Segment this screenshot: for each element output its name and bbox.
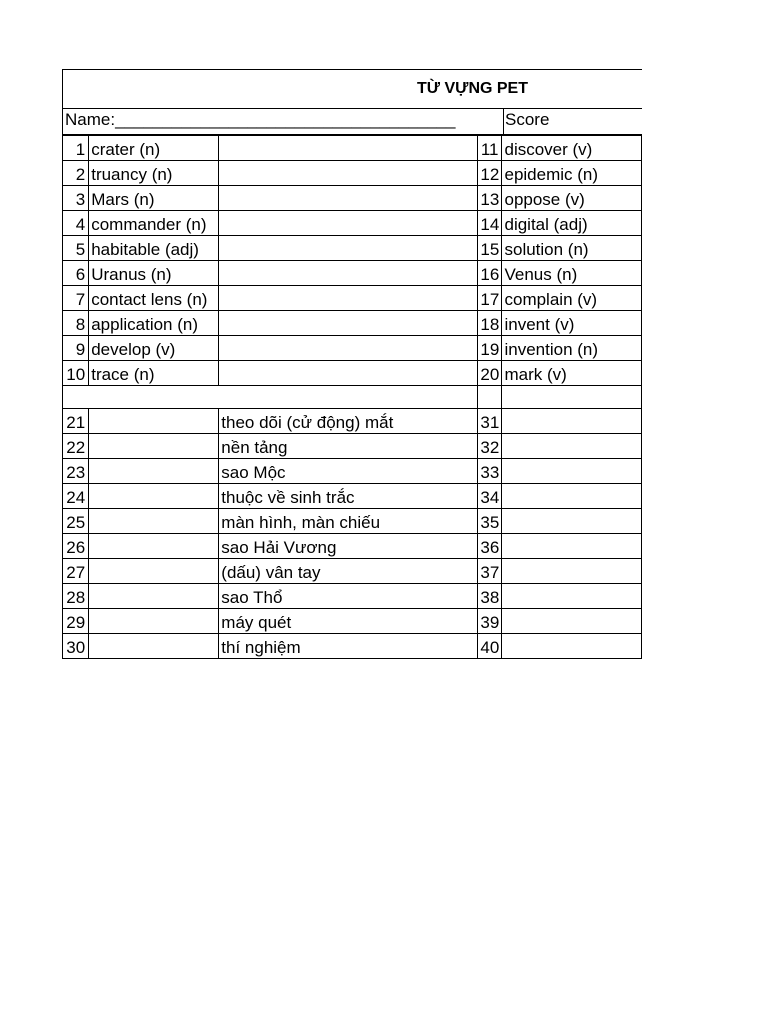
item-number: 17 <box>478 286 502 311</box>
english-word: crater (n) <box>89 136 219 161</box>
answer-cell[interactable] <box>89 534 219 559</box>
english-word: oppose (v) <box>502 186 642 211</box>
page-title: TỪ VỰNG PET <box>417 80 528 97</box>
answer-cell[interactable] <box>502 484 642 509</box>
vietnamese-meaning: (dấu) vân tay <box>219 559 478 584</box>
item-number: 32 <box>478 434 502 459</box>
english-word: Mars (n) <box>89 186 219 211</box>
answer-cell[interactable] <box>89 559 219 584</box>
answer-cell[interactable] <box>502 559 642 584</box>
item-number: 21 <box>63 409 89 434</box>
item-number: 31 <box>478 409 502 434</box>
vietnamese-meaning: nền tảng <box>219 434 478 459</box>
table-row <box>63 286 642 311</box>
answer-cell[interactable] <box>502 634 642 659</box>
item-number: 7 <box>63 286 89 311</box>
answer-cell[interactable] <box>89 609 219 634</box>
item-number: 15 <box>478 236 502 261</box>
english-word: Uranus (n) <box>89 261 219 286</box>
answer-cell[interactable] <box>502 509 642 534</box>
item-number: 14 <box>478 211 502 236</box>
spacer-cell <box>63 386 89 409</box>
table-row <box>63 559 642 584</box>
english-word: invention (n) <box>502 336 642 361</box>
item-number: 29 <box>63 609 89 634</box>
table-row <box>63 509 642 534</box>
table-row <box>63 534 642 559</box>
item-number: 18 <box>478 311 502 336</box>
spacer-cell <box>502 386 642 409</box>
item-number: 23 <box>63 459 89 484</box>
answer-cell[interactable] <box>502 534 642 559</box>
item-number: 13 <box>478 186 502 211</box>
answer-cell[interactable] <box>89 459 219 484</box>
answer-cell[interactable] <box>219 136 478 161</box>
item-number: 4 <box>63 211 89 236</box>
answer-cell[interactable] <box>219 161 478 186</box>
answer-cell[interactable] <box>502 609 642 634</box>
english-word: invent (v) <box>502 311 642 336</box>
item-number: 33 <box>478 459 502 484</box>
english-word: habitable (adj) <box>89 236 219 261</box>
english-word: application (n) <box>89 311 219 336</box>
item-number: 27 <box>63 559 89 584</box>
spacer-cell <box>89 386 219 409</box>
table-row <box>63 434 642 459</box>
english-word: complain (v) <box>502 286 642 311</box>
table-row <box>63 161 642 186</box>
item-number: 12 <box>478 161 502 186</box>
answer-cell[interactable] <box>219 236 478 261</box>
answer-cell[interactable] <box>502 584 642 609</box>
item-number: 10 <box>63 361 89 386</box>
item-number: 35 <box>478 509 502 534</box>
english-word: trace (n) <box>89 361 219 386</box>
spacer-body <box>63 386 642 409</box>
answer-cell[interactable] <box>219 186 478 211</box>
vocabulary-table <box>62 135 642 659</box>
item-number: 39 <box>478 609 502 634</box>
item-number: 30 <box>63 634 89 659</box>
table-row <box>63 361 642 386</box>
english-word: contact lens (n) <box>89 286 219 311</box>
table-row <box>63 211 642 236</box>
english-word: digital (adj) <box>502 211 642 236</box>
vietnamese-meaning: sao Thổ <box>219 584 478 609</box>
item-number: 38 <box>478 584 502 609</box>
table-row <box>63 336 642 361</box>
vietnamese-meaning: máy quét <box>219 609 478 634</box>
item-number: 19 <box>478 336 502 361</box>
table-row <box>63 409 642 434</box>
name-score-row <box>62 109 642 135</box>
table-row <box>63 261 642 286</box>
english-word: mark (v) <box>502 361 642 386</box>
table-row <box>63 609 642 634</box>
table-row <box>63 584 642 609</box>
item-number: 5 <box>63 236 89 261</box>
vietnamese-meaning: theo dõi (cử động) mắt <box>219 409 478 434</box>
answer-cell[interactable] <box>89 484 219 509</box>
answer-cell[interactable] <box>502 409 642 434</box>
table-row <box>63 136 642 161</box>
table-row <box>63 459 642 484</box>
part1-body <box>63 136 642 386</box>
vietnamese-meaning: sao Mộc <box>219 459 478 484</box>
answer-cell[interactable] <box>89 434 219 459</box>
title-row <box>62 69 642 109</box>
item-number: 9 <box>63 336 89 361</box>
item-number: 3 <box>63 186 89 211</box>
item-number: 11 <box>478 136 502 161</box>
vietnamese-meaning: thí nghiệm <box>219 634 478 659</box>
answer-cell[interactable] <box>219 361 478 386</box>
item-number: 26 <box>63 534 89 559</box>
table-row <box>63 186 642 211</box>
answer-cell[interactable] <box>219 261 478 286</box>
item-number: 40 <box>478 634 502 659</box>
vocabulary-worksheet <box>62 69 642 659</box>
answer-cell[interactable] <box>219 336 478 361</box>
answer-cell[interactable] <box>219 311 478 336</box>
item-number: 22 <box>63 434 89 459</box>
english-word: commander (n) <box>89 211 219 236</box>
item-number: 28 <box>63 584 89 609</box>
table-row <box>63 236 642 261</box>
item-number: 34 <box>478 484 502 509</box>
item-number: 25 <box>63 509 89 534</box>
part2-body <box>63 409 642 659</box>
item-number: 20 <box>478 361 502 386</box>
english-word: develop (v) <box>89 336 219 361</box>
spacer-row <box>63 386 642 409</box>
answer-cell[interactable] <box>219 211 478 236</box>
table-row <box>63 311 642 336</box>
vietnamese-meaning: màn hình, màn chiếu <box>219 509 478 534</box>
answer-cell[interactable] <box>89 634 219 659</box>
table-row <box>63 634 642 659</box>
answer-cell[interactable] <box>219 286 478 311</box>
english-word: truancy (n) <box>89 161 219 186</box>
item-number: 16 <box>478 261 502 286</box>
answer-cell[interactable] <box>89 509 219 534</box>
item-number: 37 <box>478 559 502 584</box>
item-number: 2 <box>63 161 89 186</box>
score-label: Score <box>505 110 550 129</box>
item-number: 24 <box>63 484 89 509</box>
english-word: discover (v) <box>502 136 642 161</box>
english-word: epidemic (n) <box>502 161 642 186</box>
answer-cell[interactable] <box>502 434 642 459</box>
english-word: Venus (n) <box>502 261 642 286</box>
vietnamese-meaning: sao Hải Vương <box>219 534 478 559</box>
spacer-cell <box>219 386 478 409</box>
answer-cell[interactable] <box>502 459 642 484</box>
vietnamese-meaning: thuộc về sinh trắc <box>219 484 478 509</box>
answer-cell[interactable] <box>89 584 219 609</box>
item-number: 8 <box>63 311 89 336</box>
spacer-cell <box>478 386 502 409</box>
name-field[interactable]: Name:____________________________________ <box>65 110 456 129</box>
item-number: 36 <box>478 534 502 559</box>
answer-cell[interactable] <box>89 409 219 434</box>
table-row <box>63 484 642 509</box>
item-number: 1 <box>63 136 89 161</box>
english-word: solution (n) <box>502 236 642 261</box>
item-number: 6 <box>63 261 89 286</box>
